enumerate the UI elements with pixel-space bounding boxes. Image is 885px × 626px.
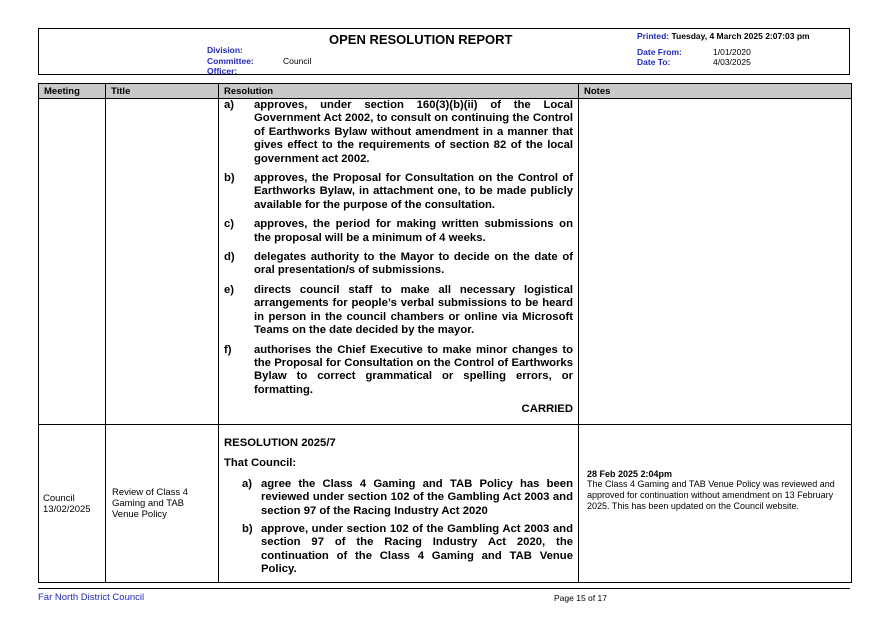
item-text: approves, under section 160(3)(b)(ii) of the Local Government Act 2002, to consult on continuing the Control of Earthworks Bylaw without amendment in a manner that gives effect to the requirements of section 82 of the local government act 2002. xyxy=(254,99,573,165)
date-from-value: 1/01/2020 xyxy=(713,46,751,57)
resolution-item xyxy=(224,172,573,212)
meeting-name: Council xyxy=(43,492,75,504)
date-from-label: Date From: xyxy=(637,46,682,57)
report-dates xyxy=(637,31,810,68)
item-letter: a) xyxy=(224,99,235,111)
notes-cell xyxy=(579,99,852,425)
item-text: authorises the Chief Executive to make minor changes to the Proposal for Consultation on the Control of Earthworks Bylaw to correct grammatical or spelling errors, or formatting. xyxy=(254,343,573,396)
date-to-value: 4/03/2025 xyxy=(713,57,751,67)
table-row xyxy=(39,99,852,425)
col-header-resolution: Resolution xyxy=(219,84,579,99)
printed-label: Printed: xyxy=(637,31,670,41)
report-header xyxy=(38,28,850,75)
footer-organisation: Far North District Council xyxy=(38,592,145,603)
resolution-heading: RESOLUTION 2025/7 xyxy=(224,437,336,449)
date-to-label: Date To: xyxy=(637,57,671,67)
item-letter: b) xyxy=(242,523,253,536)
item-text: agree the Class 4 Gaming and TAB Policy has been reviewed under section 102 of the Gambling Act 2003 and section 97 of the Racing Industry Act 2020 xyxy=(261,477,573,517)
resolution-body xyxy=(219,99,578,421)
resolution-item xyxy=(224,99,573,166)
officer-label: Officer: xyxy=(207,66,238,76)
meeting-cell xyxy=(39,99,106,425)
footer-divider xyxy=(38,588,850,589)
resolution-item xyxy=(224,478,573,518)
report-filters xyxy=(207,45,311,77)
resolution-body xyxy=(219,437,578,577)
item-title: Review of Class 4 Gaming and TAB Venue Policy xyxy=(112,487,189,520)
printed-info xyxy=(637,31,810,42)
footer-page-number: Page 15 of 17 xyxy=(554,593,607,603)
that-council-label: That Council: xyxy=(224,457,297,470)
note-text: The Class 4 Gaming and TAB Venue Policy was reviewed and approved for continuation without amendment on 13 February 2025. This has been updated on the Council website. xyxy=(587,479,835,511)
col-header-notes: Notes xyxy=(579,84,852,99)
resolution-item xyxy=(224,523,573,577)
resolution-item xyxy=(224,251,573,278)
item-text: approves, the Proposal for Consultation on the Control of Earthworks Bylaw, in attachment one, to be made publicly available for the purpose of the consultation. xyxy=(254,172,573,211)
report-title: OPEN RESOLUTION REPORT xyxy=(329,32,513,47)
col-header-meeting: Meeting xyxy=(39,84,106,99)
resolution-item xyxy=(224,284,573,338)
division-label: Division: xyxy=(207,45,243,55)
carried-label: CARRIED xyxy=(521,403,573,416)
item-letter: e) xyxy=(224,283,235,296)
table-header-row xyxy=(39,84,852,99)
title-cell xyxy=(106,425,219,583)
meeting-date: 13/02/2025 xyxy=(43,503,91,515)
title-cell xyxy=(106,99,219,425)
col-header-title: Title xyxy=(106,84,219,99)
resolution-cell xyxy=(219,425,579,583)
item-letter: b) xyxy=(224,172,235,185)
note-timestamp: 28 Feb 2025 2:04pm xyxy=(587,469,673,479)
committee-value: Council xyxy=(283,55,312,66)
notes-cell xyxy=(579,425,852,583)
item-text: approves, the period for making written submissions on the proposal will be a minimum of 4 weeks. xyxy=(254,218,573,244)
resolution-table xyxy=(38,83,852,583)
item-letter: f) xyxy=(224,343,232,356)
item-text: directs council staff to make all necessary logistical arrangements for people’s verbal submissions to be heard in person in the council chambers or online via Microsoft Teams on the date decided by the mayor. xyxy=(254,283,573,337)
committee-label: Committee: xyxy=(207,55,254,66)
item-letter: d) xyxy=(224,251,235,264)
resolution-item xyxy=(224,344,573,398)
item-text: approve, under section 102 of the Gambling Act 2003 and section 97 of the Racing Industry Act 2020, the continuation of the Class 4 Gaming and TAB Venue Policy. xyxy=(261,523,573,576)
item-letter: c) xyxy=(224,218,235,231)
meeting-info xyxy=(39,493,105,515)
item-text: delegates authority to the Mayor to decide on the date of oral presentation/s of submissions. xyxy=(254,251,573,277)
note-block xyxy=(579,469,851,538)
printed-value: Tuesday, 4 March 2025 2:07:03 pm xyxy=(671,31,810,41)
resolution-item xyxy=(224,218,573,245)
table-row xyxy=(39,425,852,583)
meeting-cell xyxy=(39,425,106,583)
resolution-cell xyxy=(219,99,579,425)
item-letter: a) xyxy=(242,477,253,490)
